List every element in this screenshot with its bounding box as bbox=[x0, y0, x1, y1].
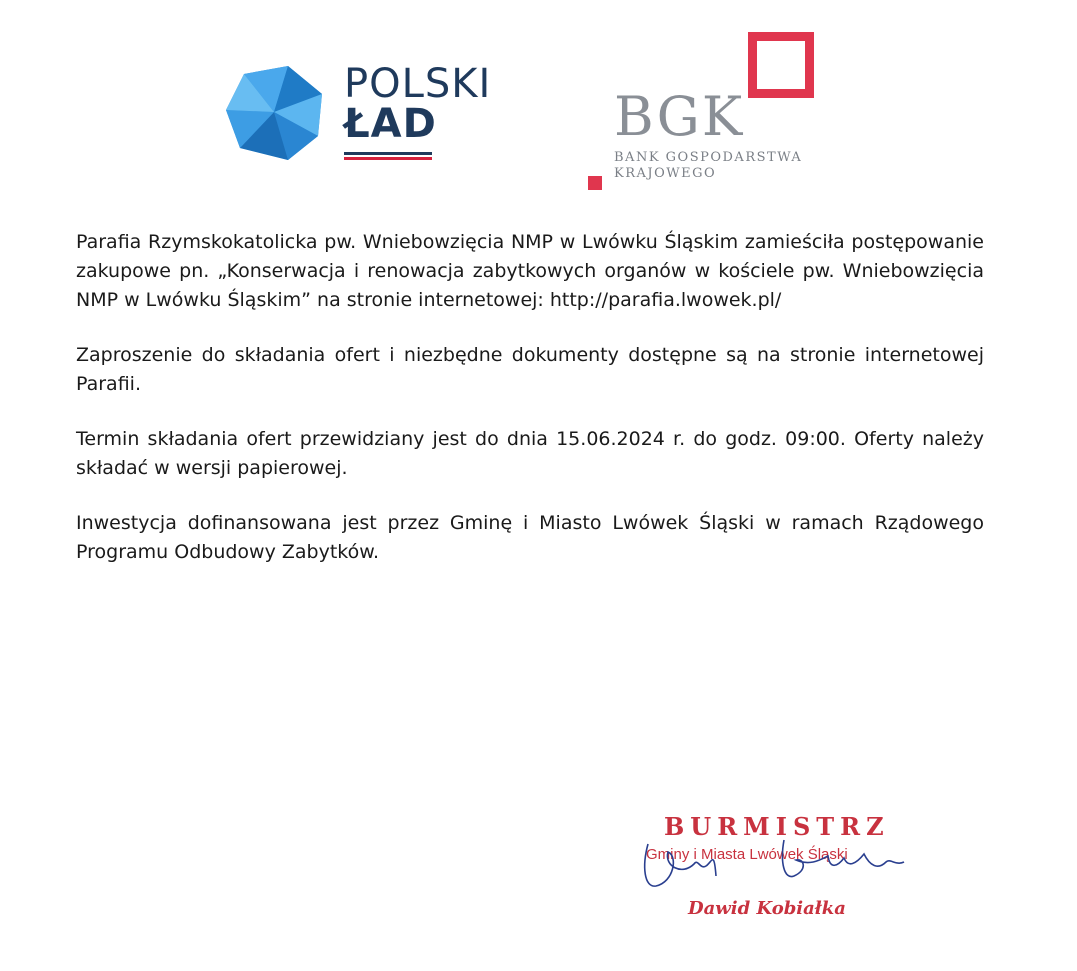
paragraph-procurement: Parafia Rzymskokatolicka pw. Wniebowzięcia NMP w Lwówku Śląskim zamieściła postępowanie zakupowe pn. „Konserwacja i renowacja zabytkowych organów w kościele pw. Wniebowzięcia NMP w Lwówku Śląskim” na stronie internetowej: http://parafia.lwowek.pl/ bbox=[76, 231, 984, 311]
polski-lad-red-bar bbox=[344, 157, 432, 160]
bgk-square-icon bbox=[748, 32, 814, 98]
bgk-subtitle-line2: KRAJOWEGO bbox=[614, 166, 717, 181]
bgk-logo bbox=[580, 28, 840, 198]
signature-stamp bbox=[630, 812, 920, 932]
polski-lad-emblem-icon bbox=[226, 66, 326, 160]
announcement-body bbox=[76, 228, 984, 593]
paragraph-deadline: Termin składania ofert przewidziany jest do dnia 15.06.2024 r. do godz. 09:00. Oferty należy składać w wersji papierowej. bbox=[76, 428, 984, 479]
stamp-office: Gminy i Miasta Lwówek Śląski bbox=[646, 846, 848, 863]
polski-lad-line2: ŁAD bbox=[344, 101, 437, 147]
polski-lad-line1: POLSKI bbox=[344, 61, 492, 107]
handwritten-signature-icon bbox=[634, 836, 914, 898]
bgk-dot-icon bbox=[588, 176, 602, 190]
bgk-letters: BGK bbox=[614, 85, 745, 148]
bgk-subtitle-line1: BANK GOSPODARSTWA bbox=[614, 150, 803, 165]
paragraph-documents: Zaproszenie do składania ofert i niezbędne dokumenty dostępne są na stronie internetowej Parafii. bbox=[76, 344, 984, 395]
polski-lad-logo bbox=[226, 62, 506, 166]
paragraph-funding: Inwestycja dofinansowana jest przez Gminę i Miasto Lwówek Śląski w ramach Rządowego Programu Odbudowy Zabytków. bbox=[76, 512, 984, 563]
stamp-title: BURMISTRZ bbox=[664, 812, 890, 841]
stamp-name: Dawid Kobiałka bbox=[688, 898, 846, 919]
polski-lad-navy-bar bbox=[344, 152, 432, 155]
